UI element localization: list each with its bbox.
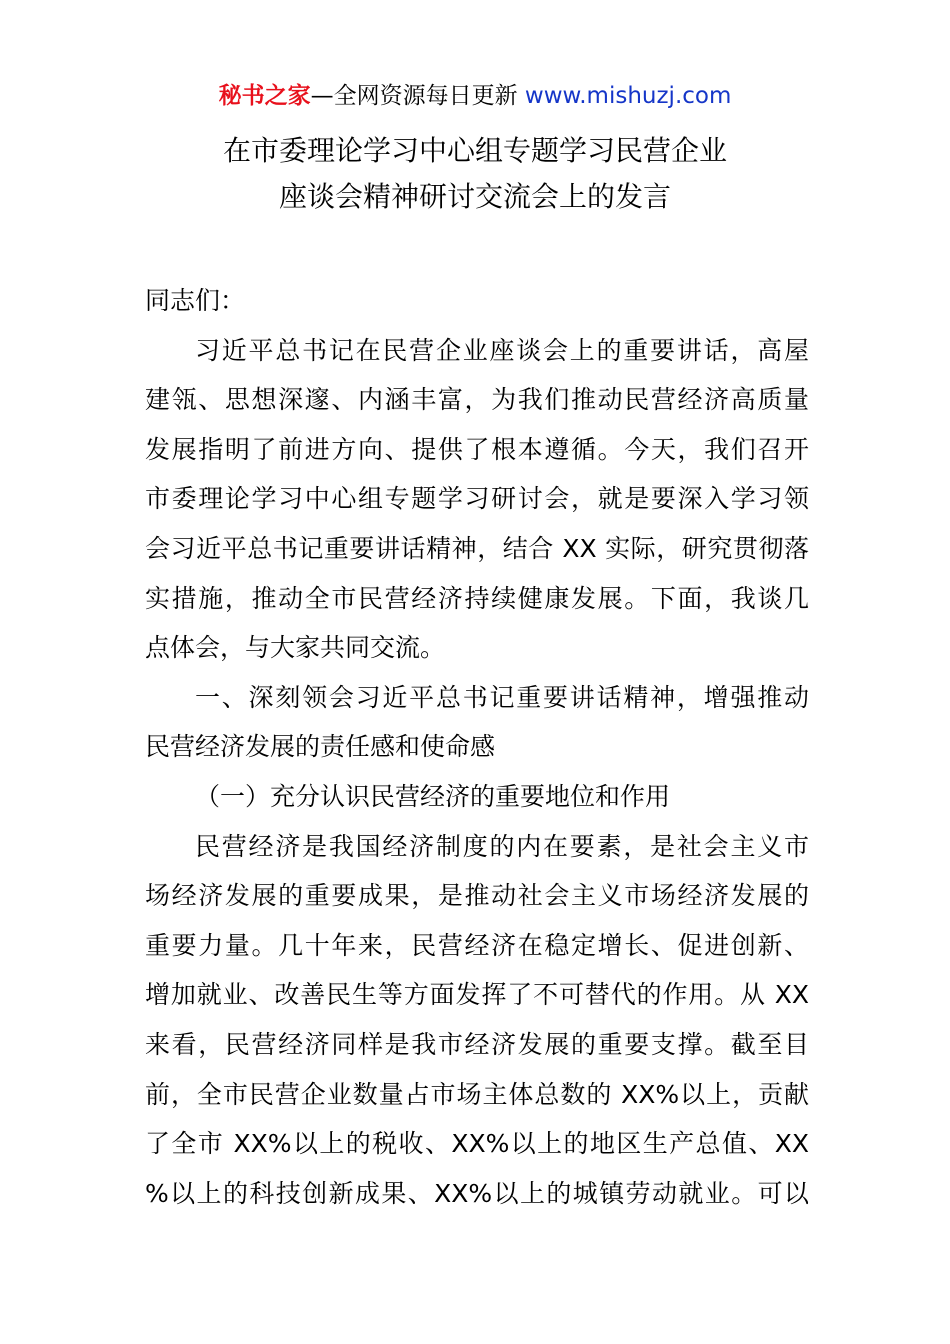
text-line: 建瓴、思想深邃、内涵丰富，为我们推动民营经济高质量 xyxy=(145,385,809,415)
text-line: 重要力量。几十年来，民营经济在稳定增长、促进创新、 xyxy=(145,930,809,960)
text-line: 前，全市民营企业数量占市场主体总数的 XX%以上，贡献 xyxy=(145,1079,809,1109)
header-tagline: —全网资源每日更新 xyxy=(310,83,518,109)
text-line: 了全市 XX%以上的税收、XX%以上的地区生产总值、XX xyxy=(145,1129,809,1159)
site-header xyxy=(0,80,950,112)
site-url[interactable]: www.mishuzj.com xyxy=(524,83,732,109)
heading-line: 民营经济发展的责任感和使命感 xyxy=(145,732,496,762)
title-line-2: 座谈会精神研讨交流会上的发言 xyxy=(278,180,671,213)
text-line: 场经济发展的重要成果，是推动社会主义市场经济发展的 xyxy=(145,881,809,911)
paragraph-private-economy xyxy=(145,822,809,1219)
subsection-heading-1: （一）充分认识民营经济的重要地位和作用 xyxy=(195,781,671,811)
paragraph-intro xyxy=(145,326,809,673)
text-line: 点体会，与大家共同交流。 xyxy=(145,633,446,663)
text-line: 发展指明了前进方向、提供了根本遵循。今天，我们召开 xyxy=(145,434,809,464)
text-line: 增加就业、改善民生等方面发挥了不可替代的作用。从 XX xyxy=(145,980,809,1010)
document-body xyxy=(145,276,809,1218)
title-line-1: 在市委理论学习中心组专题学习民营企业 xyxy=(222,134,727,167)
salutation: 同志们： xyxy=(145,286,246,315)
text-line: 实措施，推动全市民营经济持续健康发展。下面，我谈几 xyxy=(145,583,809,613)
brand-name: 秘书之家 xyxy=(218,83,311,109)
heading-line: 一、深刻领会习近平总书记重要讲话精神，增强推动 xyxy=(195,682,809,712)
document-title xyxy=(0,128,950,220)
text-line: 会习近平总书记重要讲话精神，结合 XX 实际，研究贯彻落 xyxy=(145,533,809,563)
section-heading-1 xyxy=(145,673,809,772)
text-line: 习近平总书记在民营企业座谈会上的重要讲话，高屋 xyxy=(195,335,809,365)
text-line: 民营经济是我国经济制度的内在要素，是社会主义市 xyxy=(195,831,809,861)
text-line: %以上的科技创新成果、XX%以上的城镇劳动就业。可以 xyxy=(145,1178,809,1208)
text-line: 市委理论学习中心组专题学习研讨会，就是要深入学习领 xyxy=(145,484,809,514)
text-line: 来看，民营经济同样是我市经济发展的重要支撑。截至目 xyxy=(145,1029,809,1059)
